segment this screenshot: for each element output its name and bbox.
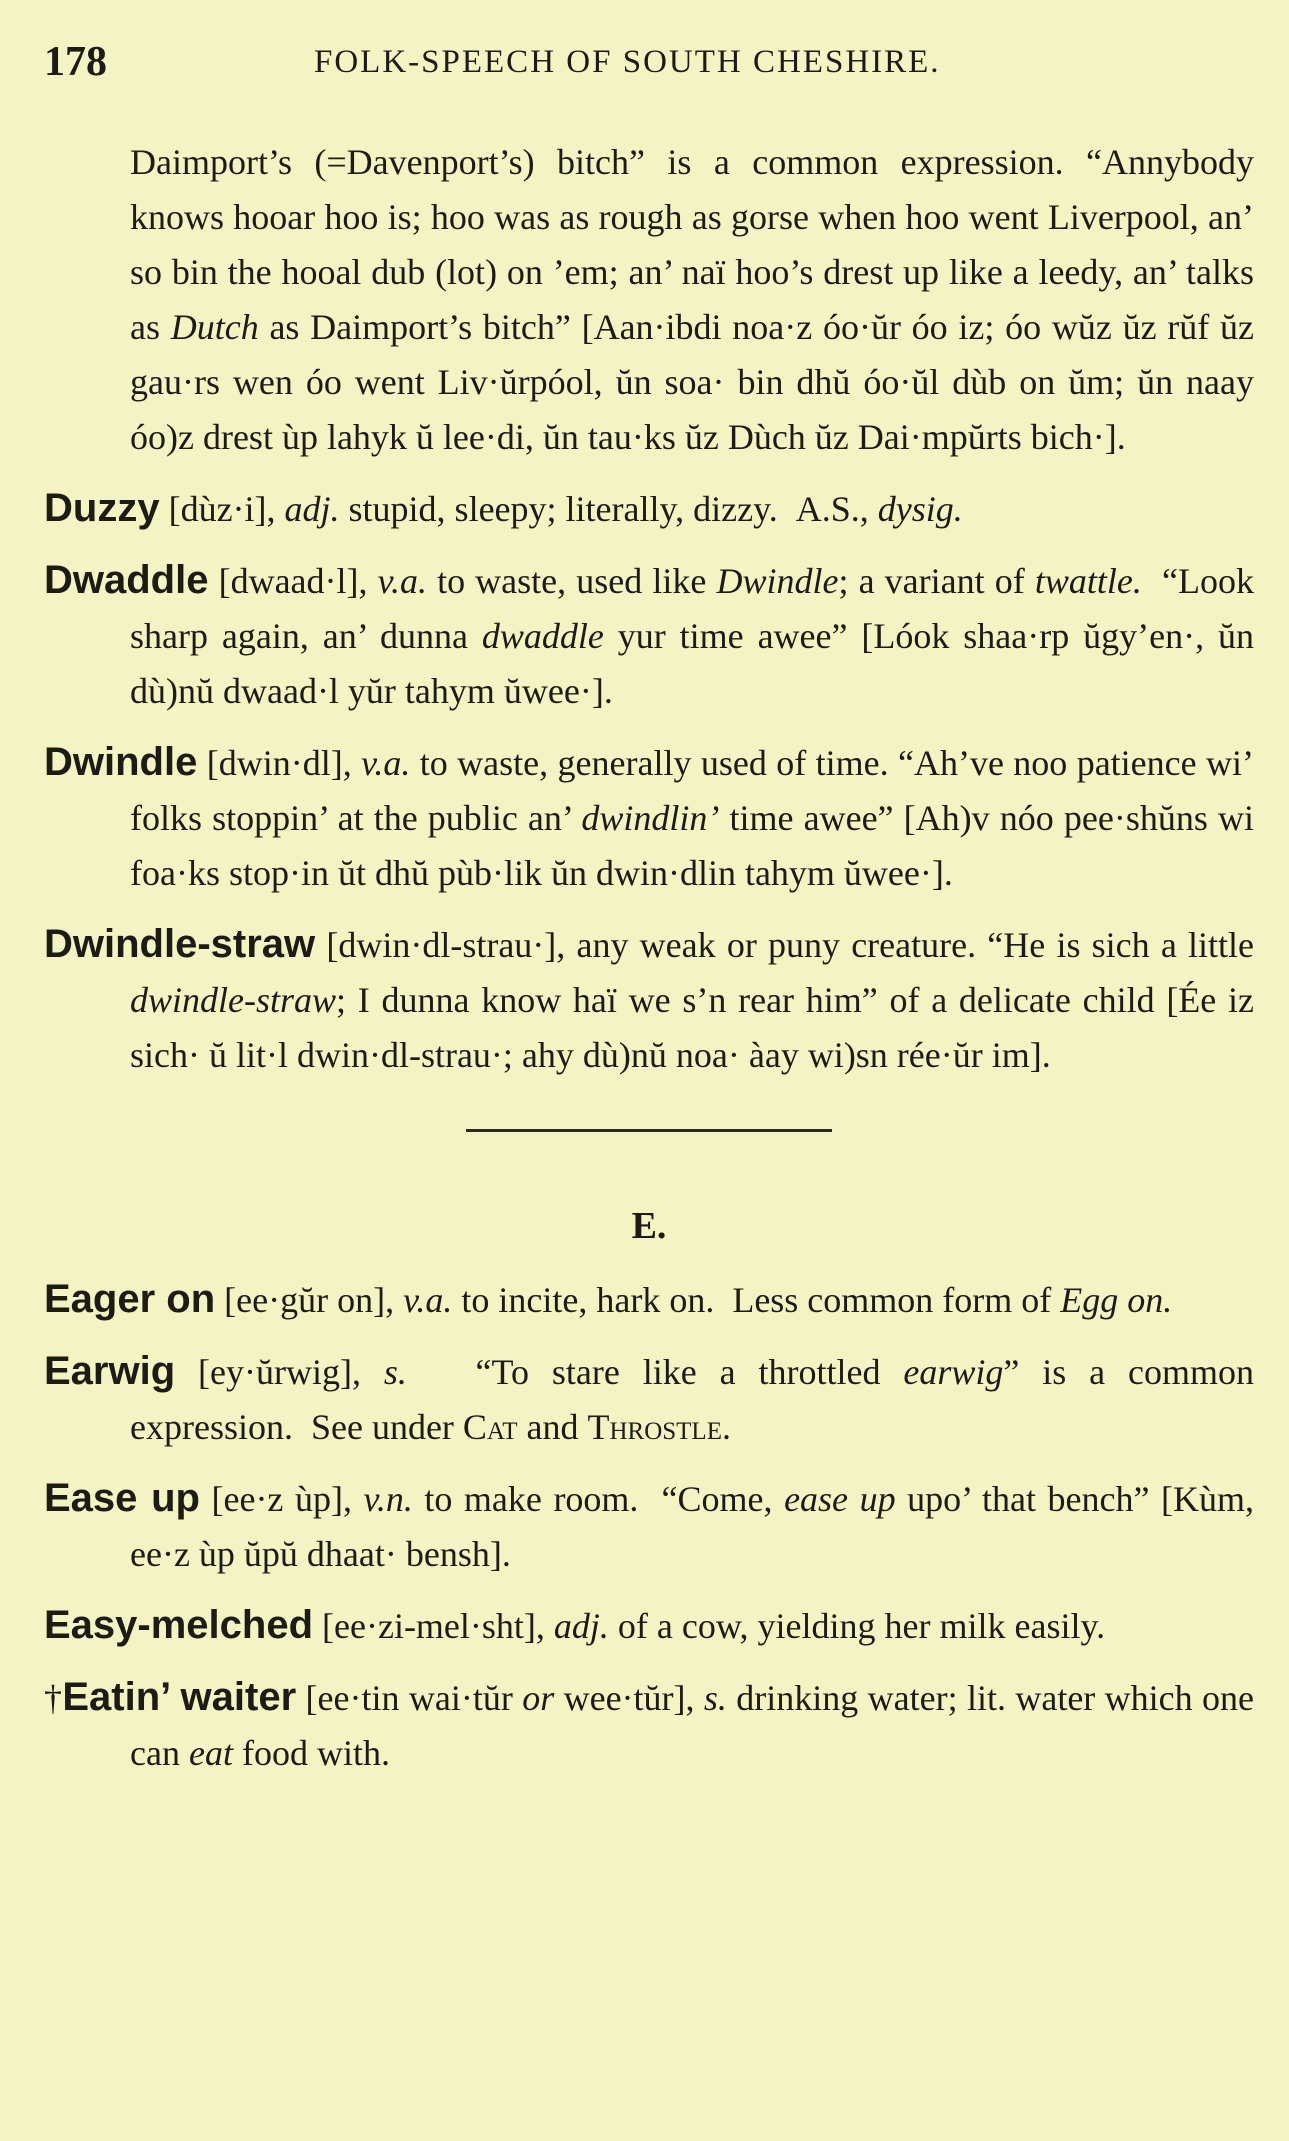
headword: Dwaddle <box>44 558 209 602</box>
entry-eager-on: Eager on [ee·gŭr on], v.a. to incite, hark on. Less common form of Egg on. <box>44 1277 1173 1321</box>
entry-continuation: Daimport’s (=Davenport’s) bitch” is a common expression. “Annybody knows hooar hoo is; hoo was as rough as gorse when hoo went Liverpool, an’ so bin the hooal dub (lot) on ’em; an’ naï hoo’s drest up like a leedy, an’ talks as Dutch as Daimport’s bitch” [Aan·ibdi noa·z óo·ŭr óo iz; óo wŭz ŭz rŭf ŭz gau·rs wen óo went Liv·ŭrpóol, ŭn soa· bin dhŭ óo·ŭl dùb on ŭm; ŭn naay óo)z drest ùp lahyk ŭ lee·di, ŭn tau·ks ŭz Dùch ŭz Dai·mpŭrts bich·]. <box>130 142 1254 457</box>
headword: Earwig <box>44 1349 176 1393</box>
entry-eatin-waiter: †Eatin’ waiter [ee·tin wai·tŭr or wee·tŭr], s. drinking water; lit. water which one can eat food with. <box>44 1675 1254 1773</box>
headword: Eager on <box>44 1277 216 1321</box>
headword: Easy-melched <box>44 1603 314 1647</box>
dagger-mark: † <box>44 1678 63 1718</box>
entry-dwindle: Dwindle [dwin·dl], v.a. to waste, generally used of time. “Ah’ve noo patience wi’ folks stoppin’ at the public an’ dwindlin’ time awee” [Ah)v nóo pee·shŭns wi foa·ks stop·in ŭt dhŭ pùb·lik ŭn dwin·dlin tahym ŭwee·]. <box>44 740 1254 893</box>
running-head: FOLK-SPEECH OF SOUTH CHESHIRE. <box>314 44 941 80</box>
headword: Dwindle <box>44 740 198 784</box>
entry-duzzy: Duzzy [dùz·i], adj. stupid, sleepy; literally, dizzy. A.S., dysig. <box>44 486 963 530</box>
headword: Ease up <box>44 1476 200 1520</box>
page-number: 178 <box>44 39 107 85</box>
entry-easy-melched: Easy-melched [ee·zi-mel·sht], adj. of a cow, yielding her milk easily. <box>44 1603 1106 1647</box>
section-divider <box>466 1129 832 1132</box>
headword: Duzzy <box>44 486 160 530</box>
dictionary-entries <box>44 135 1254 1797</box>
entry-earwig: Earwig [ey·ŭrwig], s. “To stare like a throttled earwig” is a common expression. See under Cat and Throstle. <box>44 1349 1254 1447</box>
entry-dwindle-straw: Dwindle-straw [dwin·dl-strau·], any weak or puny creature. “He is sich a little dwindle-straw; I dunna know haï we s’n rear him” of a delicate child [Ée iz sich· ŭ lit·l dwin·dl-strau·; ahy dù)nŭ noa· àay wi)sn rée·ŭr im]. <box>44 922 1254 1075</box>
page-header <box>44 38 1229 98</box>
entry-dwaddle: Dwaddle [dwaad·l], v.a. to waste, used like Dwindle; a variant of twattle. “Look sharp again, an’ dunna dwaddle yur time awee” [Lóok shaa·rp ŭgy’en·, ŭn dù)nŭ dwaad·l yŭr tahym ŭwee·]. <box>44 558 1255 711</box>
headword: Dwindle-straw <box>44 922 316 966</box>
headword: Eatin’ waiter <box>62 1675 297 1719</box>
entry-ease-up: Ease up [ee·z ùp], v.n. to make room. “Come, ease up upo’ that bench” [Kùm, ee·z ùp ŭpŭ dhaat· bensh]. <box>44 1476 1255 1574</box>
section-letter: E. <box>631 1205 667 1247</box>
